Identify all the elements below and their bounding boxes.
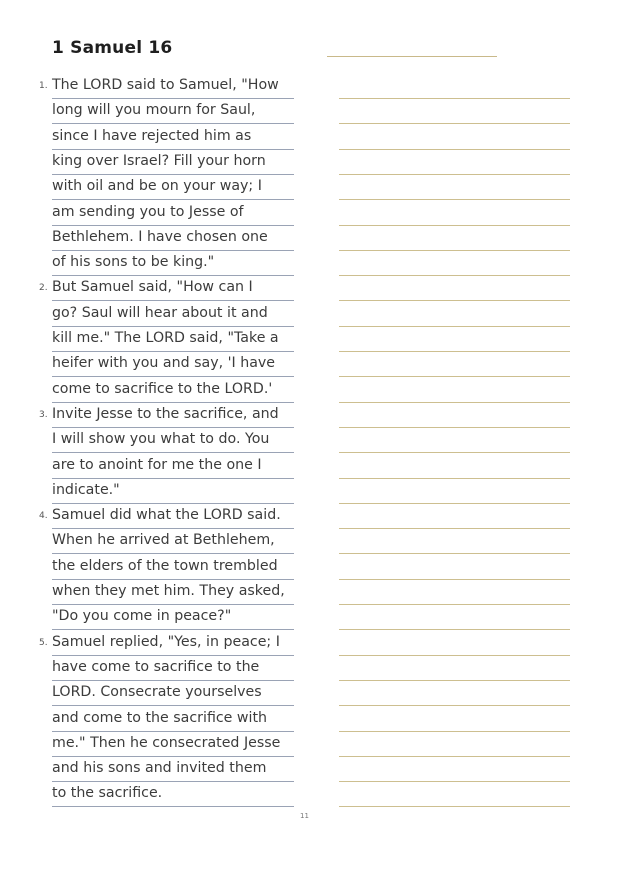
writing-line <box>339 554 570 580</box>
verse-line <box>52 427 294 453</box>
verse-text: "Do you come in peace?" <box>52 608 232 625</box>
verse-text: with oil and be on your way; I <box>52 178 262 195</box>
verse-line <box>52 731 294 757</box>
verse-line <box>52 680 294 706</box>
writing-line <box>339 200 570 226</box>
verse-text: But Samuel said, "How can I <box>52 279 253 296</box>
verse-line <box>52 98 294 124</box>
verse-line <box>39 402 294 428</box>
verse-text: when they met him. They asked, <box>52 583 285 599</box>
writing-line <box>339 124 570 150</box>
verse-text: since I have rejected him as <box>52 127 252 144</box>
verse-text: to the sacrifice. <box>52 785 163 802</box>
verse-line <box>39 630 294 656</box>
verse-line <box>52 579 294 605</box>
verse-line <box>52 250 294 276</box>
writing-line <box>339 655 570 681</box>
page-title: 1 Samuel 16 <box>52 38 173 58</box>
verse-text: long will you mourn for Saul, <box>52 102 256 119</box>
writing-line <box>339 98 570 124</box>
verse-text: come to sacrifice to the LORD.' <box>52 380 273 397</box>
verse-text: me." Then he consecrated Jesse <box>52 734 281 751</box>
writing-line <box>339 579 570 605</box>
writing-line <box>339 377 570 403</box>
verse-text: go? Saul will hear about it and <box>52 304 268 321</box>
verse-text: LORD. Consecrate yourselves <box>52 684 262 701</box>
writing-line <box>339 73 570 99</box>
verse-number: 4. <box>39 511 48 522</box>
verse-line <box>52 478 294 504</box>
verse-line <box>52 149 294 175</box>
writing-line <box>339 731 570 757</box>
verse-text: have come to sacrifice to the <box>52 658 260 675</box>
writing-line <box>339 225 570 251</box>
verse-line <box>52 326 294 352</box>
verse-text: Invite Jesse to the sacrifice, and <box>52 405 279 422</box>
verse-line <box>39 503 294 529</box>
page-number: 11 <box>300 812 309 820</box>
verse-line <box>52 554 294 580</box>
verse-line <box>52 453 294 479</box>
writing-line <box>339 528 570 554</box>
verse-text: are to anoint for me the one I <box>52 456 262 473</box>
verse-text: I will show you what to do. You <box>52 431 270 448</box>
verse-text: Bethlehem. I have chosen one <box>52 228 268 245</box>
verse-number: 1. <box>39 81 48 91</box>
writing-line <box>339 174 570 200</box>
writing-line <box>339 478 570 504</box>
verse-line <box>52 124 294 150</box>
verse-line <box>52 351 294 377</box>
verse-line <box>52 528 294 554</box>
verse-text: the elders of the town trembled <box>52 557 278 574</box>
writing-line <box>339 301 570 327</box>
verse-text: am sending you to Jesse of <box>52 203 244 220</box>
verse-line <box>52 706 294 732</box>
writing-line <box>339 250 570 276</box>
verse-line <box>52 756 294 782</box>
writing-line <box>339 351 570 377</box>
verse-line <box>39 275 294 301</box>
writing-line <box>339 149 570 175</box>
writing-line <box>339 275 570 301</box>
verse-text: king over Israel? Fill your horn <box>52 152 266 169</box>
verse-text: Samuel replied, "Yes, in peace; I <box>52 633 280 650</box>
verse-line <box>52 301 294 327</box>
verse-text: of his sons to be king." <box>52 254 215 271</box>
verse-text: and come to the sacrifice with <box>52 709 268 726</box>
verse-text: and his sons and invited them <box>52 760 267 777</box>
verse-text: Samuel did what the LORD said. <box>52 507 281 524</box>
verse-text: When he arrived at Bethlehem, <box>52 532 275 549</box>
verse-number: 2. <box>39 283 48 294</box>
writing-line <box>339 630 570 656</box>
verse-line <box>52 225 294 251</box>
verse-number: 3. <box>39 409 48 420</box>
verse-text: kill me." The LORD said, "Take a <box>52 330 279 346</box>
writing-line <box>339 503 570 529</box>
verse-text: indicate." <box>52 481 120 498</box>
verse-text: The LORD said to Samuel, "How <box>52 77 279 93</box>
verse-line <box>39 73 294 99</box>
writing-line <box>339 756 570 782</box>
verse-line <box>52 174 294 200</box>
writing-line <box>339 604 570 630</box>
verse-line <box>52 377 294 403</box>
verse-line <box>52 200 294 226</box>
writing-line <box>339 781 570 807</box>
writing-line <box>339 680 570 706</box>
title-writing-rule <box>327 56 497 57</box>
writing-line <box>339 427 570 453</box>
writing-line <box>339 706 570 732</box>
verse-text: heifer with you and say, 'I have <box>52 355 276 372</box>
verse-line <box>52 604 294 630</box>
writing-line <box>339 402 570 428</box>
writing-line <box>339 453 570 479</box>
verse-line <box>52 655 294 681</box>
writing-line <box>339 326 570 352</box>
verse-number: 5. <box>39 637 48 648</box>
verse-line <box>52 781 294 807</box>
